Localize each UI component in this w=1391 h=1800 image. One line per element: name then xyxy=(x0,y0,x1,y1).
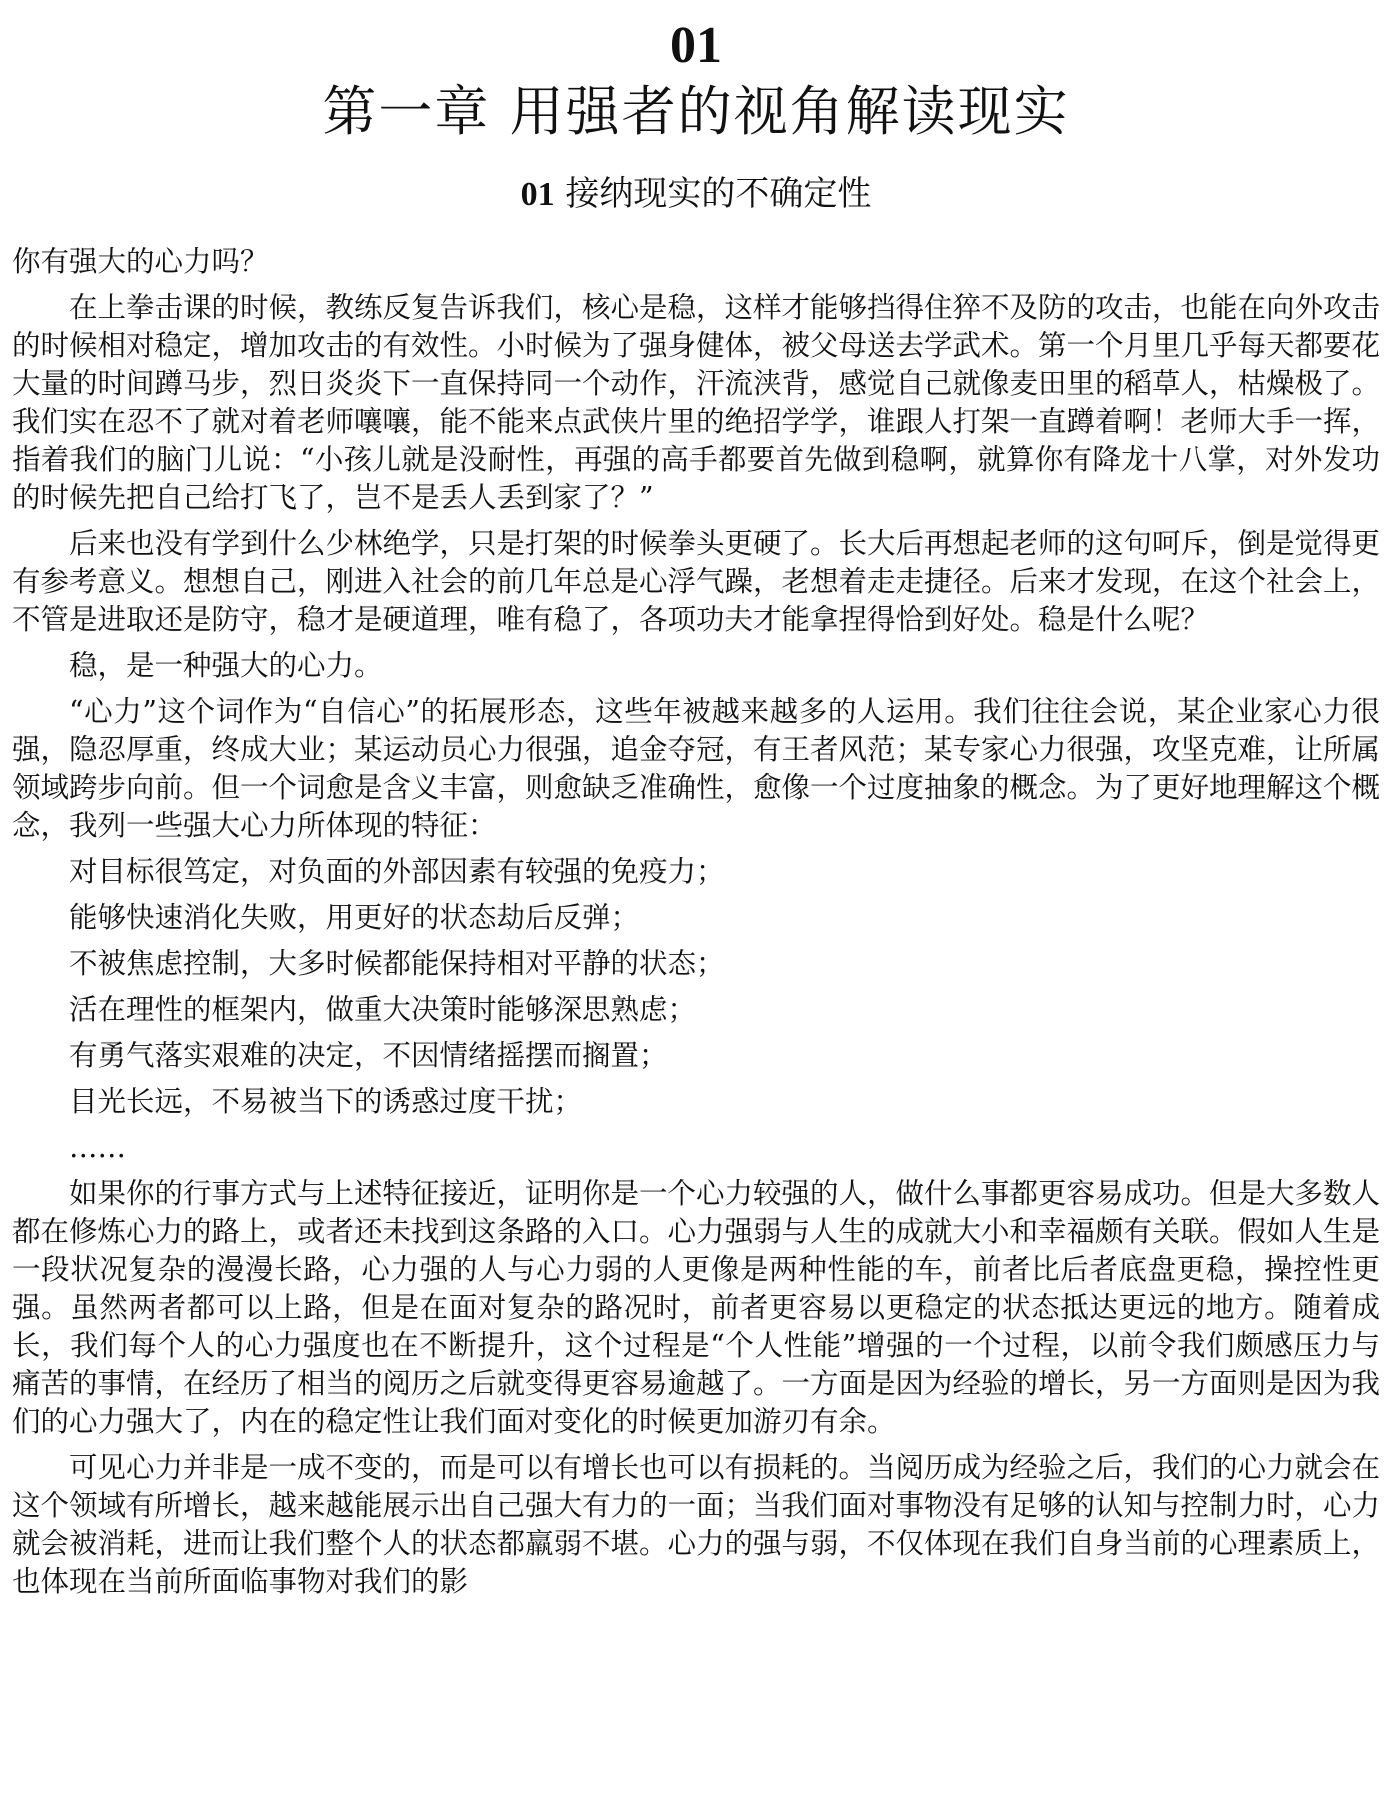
paragraph: 可见心力并非是一成不变的，而是可以有增长也可以有损耗的。当阅历成为经验之后，我们的心力就会在这个领域有所增长，越来越能展示出自己强大有力的一面；当我们面对事物没有足够的认知与控制力时，心力就会被消耗，进而让我们整个人的状态都羸弱不堪。心力的强与弱，不仅体现在我们自身当前的心理素质上，也体现在当前所面临事物对我们的影 xyxy=(12,1451,1381,1598)
list-item: 活在理性的框架内，做重大决策时能够深思熟虑； xyxy=(69,993,697,1026)
paragraph: 如果你的行事方式与上述特征接近，证明你是一个心力较强的人，做什么事都更容易成功。但是大多数人都在修炼心力的路上，或者还未找到这条路的入口。心力强弱与人生的成就大小和幸福颇有关联。假如人生是一段状况复杂的漫漫长路，心力强的人与心力弱的人更像是两种性能的车，前者比后者底盘更稳，操控性更强。虽然两者都可以上路，但是在面对复杂的路况时，前者更容易以更稳定的状态抵达更远的地方。随着成长，我们每个人的心力强度也在不断提升，这个过程是“个人性能”增强的一个过程，以前令我们颇感压力与痛苦的事情，在经历了相当的阅历之后就变得更容易逾越了。一方面是因为经验的增长，另一方面则是因为我们的心力强大了，内在的稳定性让我们面对变化的时候更加游刃有余。 xyxy=(12,1177,1381,1438)
paragraph: “心力”这个词作为“自信心”的拓展形态，这些年被越来越多的人运用。我们往往会说，某企业家心力很强，隐忍厚重，终成大业；某运动员心力很强，追金夺冠，有王者风范；某专家心力很强，攻坚克难，让所属领域跨步向前。但一个词愈是含义丰富，则愈缺乏准确性，愈像一个过度抽象的概念。为了更好地理解这个概念，我列一些强大心力所体现的特征： xyxy=(12,695,1381,842)
section-heading xyxy=(12,172,1380,217)
chapter-title: 第一章 用强者的视角解读现实 xyxy=(322,80,1070,143)
paragraph: 后来也没有学到什么少林绝学，只是打架的时候拳头更硬了。长大后再想起老师的这句呵斥，倒是觉得更有参考意义。想想自己，刚进入社会的前几年总是心浮气躁，老想着走走捷径。后来才发现，在这个社会上，不管是进取还是防守，稳才是硬道理，唯有稳了，各项功夫才能拿捏得恰到好处。稳是什么呢？ xyxy=(12,527,1381,636)
list-ellipsis: …… xyxy=(69,1131,126,1164)
document-page xyxy=(12,18,1380,1609)
body-text xyxy=(12,243,1380,1601)
list-item: 对目标很笃定，对负面的外部因素有较强的免疫力； xyxy=(69,855,725,888)
paragraph: 在上拳击课的时候，教练反复告诉我们，核心是稳，这样才能够挡得住猝不及防的攻击，也能在向外攻击的时候相对稳定，增加攻击的有效性。小时候为了强身健体，被父母送去学武术。第一个月里几乎每天都要花大量的时间蹲马步，烈日炎炎下一直保持同一个动作，汗流浃背，感觉自己就像麦田里的稻草人，枯燥极了。我们实在忍不了就对着老师嚷嚷，能不能来点武侠片里的绝招学学，谁跟人打架一直蹲着啊！老师大手一挥，指着我们的脑门儿说：“小孩儿就是没耐性，再强的高手都要首先做到稳啊，就算你有降龙十八掌，对外发功的时候先把自己给打飞了，岂不是丢人丢到家了？” xyxy=(12,291,1381,514)
list-item: 目光长远，不易被当下的诱惑过度干扰； xyxy=(69,1085,583,1118)
section-number: 01 xyxy=(520,176,555,213)
paragraph-question: 你有强大的心力吗？ xyxy=(12,245,269,278)
list-item: 不被焦虑控制，大多时候都能保持相对平静的状态； xyxy=(69,947,725,980)
paragraph: 稳，是一种强大的心力。 xyxy=(69,649,383,682)
section-title: 接纳现实的不确定性 xyxy=(565,174,872,214)
chapter-number: 01 xyxy=(670,17,722,74)
list-item: 有勇气落实艰难的决定，不因情绪摇摆而搁置； xyxy=(69,1039,668,1072)
list-item: 能够快速消化失败，用更好的状态劫后反弹； xyxy=(69,901,640,934)
